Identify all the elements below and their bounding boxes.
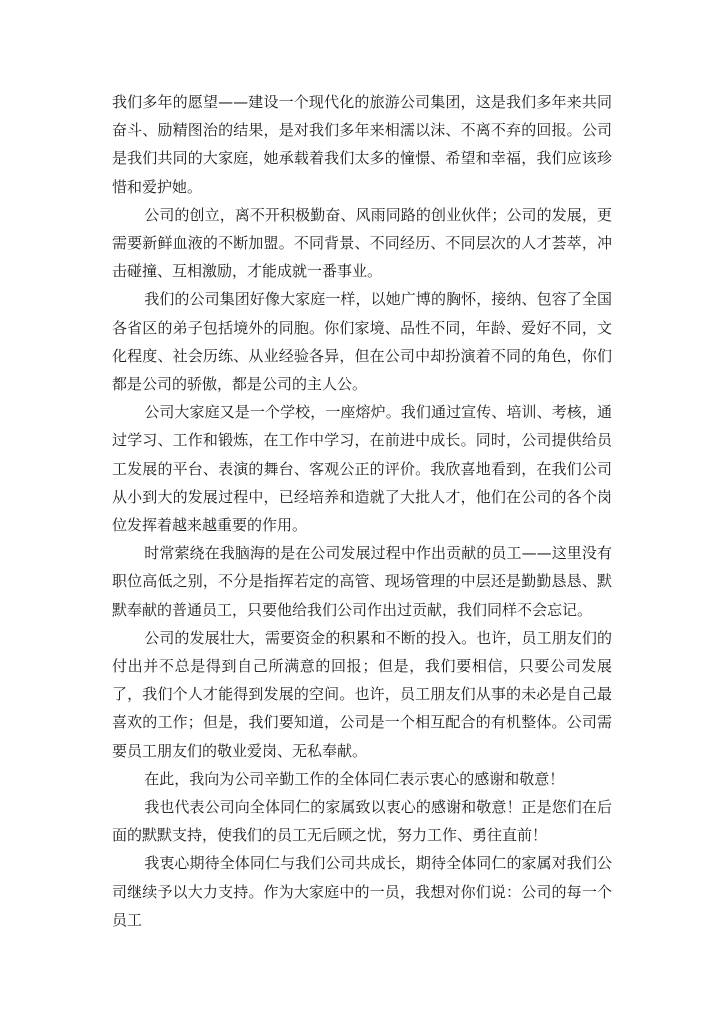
paragraph-5: 时常萦绕在我脑海的是在公司发展过程中作出贡献的员工——这里没有职位高低之别，不分是指挥若定的高管、现场管理的中层还是勤勤恳恳、默默奉献的普通员工，只要他给我们公司作出过贡献，我们同样不会忘记。 xyxy=(112,544,612,619)
paragraph-9: 我衷心期待全体同仁与我们公司共成长，期待全体同仁的家属对我们公司继续予以大力支持。作为大家庭中的一员，我想对你们说：公司的每一个员工 xyxy=(112,854,612,929)
document-body xyxy=(112,88,612,934)
paragraph-6: 公司的发展壮大，需要资金的积累和不断的投入。也许，员工朋友们的付出并不总是得到自己所满意的回报；但是，我们要相信，只要公司发展了，我们个人才能得到发展的空间。也许，员工朋友们从事的未必是自己最喜欢的工作；但是，我们要知道，公司是一个相互配合的有机整体。公司需要员工朋友们的敬业爱岗、无私奉献。 xyxy=(112,628,612,760)
paragraph-7: 在此，我向为公司辛勤工作的全体同仁表示衷心的感谢和敬意！ xyxy=(144,769,565,788)
paragraph-1: 我们多年的愿望——建设一个现代化的旅游公司集团，这是我们多年来共同奋斗、励精图治的结果，是对我们多年来相濡以沫、不离不弃的回报。公司是我们共同的大家庭，她承载着我们太多的憧憬、希望和幸福，我们应该珍惜和爱护她。 xyxy=(112,93,612,196)
paragraph-4: 公司大家庭又是一个学校，一座熔炉。我们通过宣传、培训、考核，通过学习、工作和锻炼，在工作中学习，在前进中成长。同时，公司提供给员工发展的平台、表演的舞台、客观公正的评价。我欣喜地看到，在我们公司从小到大的发展过程中，已经培养和造就了大批人才，他们在公司的各个岗位发挥着越来越重要的作用。 xyxy=(112,403,612,535)
paragraph-2: 公司的创立，离不开积极勤奋、风雨同路的创业伙伴；公司的发展，更需要新鲜血液的不断加盟。不同背景、不同经历、不同层次的人才荟萃，冲击碰撞、互相激励，才能成就一番事业。 xyxy=(112,205,612,281)
paragraph-8: 我也代表公司向全体同仁的家属致以衷心的感谢和敬意！正是您们在后面的默默支持，使我们的员工无后顾之忧，努力工作、勇往直前！ xyxy=(112,798,612,845)
paragraph-3: 我们的公司集团好像大家庭一样，以她广博的胸怀，接纳、包容了全国各省区的弟子包括境外的同胞。你们家境、品性不同，年龄、爱好不同，文化程度、社会历练、从业经验各异，但在公司中却扮演着不同的角色，你们都是公司的骄傲，都是公司的主人公。 xyxy=(112,290,612,394)
